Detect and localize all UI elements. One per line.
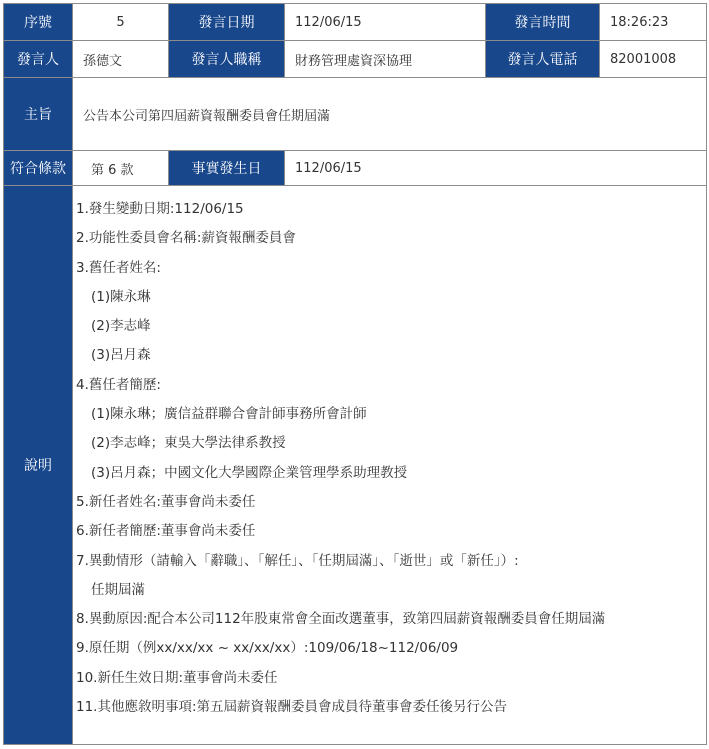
row-basic-info — [4, 4, 707, 41]
seq-label: 序號 — [4, 4, 73, 41]
clause-label: 符合條款 — [4, 151, 73, 186]
time-label: 發言時間 — [486, 4, 600, 41]
description-line: 1.發生變動日期:112/06/15 — [76, 201, 244, 217]
description-line: 10.新任生效日期:董事會尚未委任 — [76, 669, 278, 686]
description-line: 3.舊任者姓名: — [76, 259, 161, 276]
time-value: 18:26:23 — [600, 4, 707, 41]
clause-value: 第 6 款 — [73, 151, 169, 186]
row-clause — [4, 151, 707, 186]
description-line: 2.功能性委員會名稱:薪資報酬委員會 — [76, 230, 296, 247]
subject-value: 公告本公司第四屆薪資報酬委員會任期屆滿 — [73, 78, 707, 151]
event-date-value: 112/06/15 — [285, 151, 707, 186]
subject-label: 主旨 — [4, 78, 73, 151]
date-value: 112/06/15 — [285, 4, 486, 41]
description-line: 4.舊任者簡歷: — [76, 376, 161, 393]
description-line: 9.原任期（例xx/xx/xx ~ xx/xx/xx）:109/06/18~112/06/09 — [76, 640, 459, 657]
description-lines — [76, 195, 706, 722]
description-label: 說明 — [4, 186, 73, 745]
description-line: (1)陳永琳；廣信益群聯合會計師事務所會計師 — [91, 406, 367, 423]
description-line: (3)呂月森 — [91, 347, 151, 364]
description-line: 11.其他應敘明事項:第五屆薪資報酬委員會成員待董事會委任後另行公告 — [76, 699, 508, 716]
row-subject — [4, 78, 707, 151]
speaker-value: 孫德文 — [73, 41, 169, 78]
row-speaker-info — [4, 41, 707, 78]
speaker-label: 發言人 — [4, 41, 73, 78]
description-line: (1)陳永琳 — [91, 288, 151, 305]
event-date-label: 事實發生日 — [169, 151, 285, 186]
seq-value: 5 — [73, 4, 169, 41]
description-line: 任期屆滿 — [91, 581, 145, 598]
speaker-phone-label: 發言人電話 — [486, 41, 600, 78]
announcement-table — [3, 3, 707, 745]
speaker-title-label: 發言人職稱 — [169, 41, 285, 78]
row-description — [4, 186, 707, 745]
speaker-phone-value: 82001008 — [600, 41, 707, 78]
description-line: (3)呂月森；中國文化大學國際企業管理學系助理教授 — [91, 464, 408, 481]
description-line: 8.異動原因:配合本公司112年股東常會全面改選董事，致第四屆薪資報酬委員會任期屆滿 — [76, 611, 606, 628]
description-line: 5.新任者姓名:董事會尚未委任 — [76, 493, 256, 510]
description-line: (2)李志峰 — [91, 318, 151, 335]
description-line: 6.新任者簡歷:董事會尚未委任 — [76, 523, 256, 540]
speaker-title-value: 財務管理處資深協理 — [285, 41, 486, 78]
description-line: (2)李志峰；東吳大學法律系教授 — [91, 435, 286, 452]
description-line: 7.異動情形（請輸入「辭職」、「解任」、「任期屆滿」、「逝世」或「新任」）: — [76, 552, 519, 569]
date-label: 發言日期 — [169, 4, 285, 41]
description-body — [73, 186, 707, 745]
